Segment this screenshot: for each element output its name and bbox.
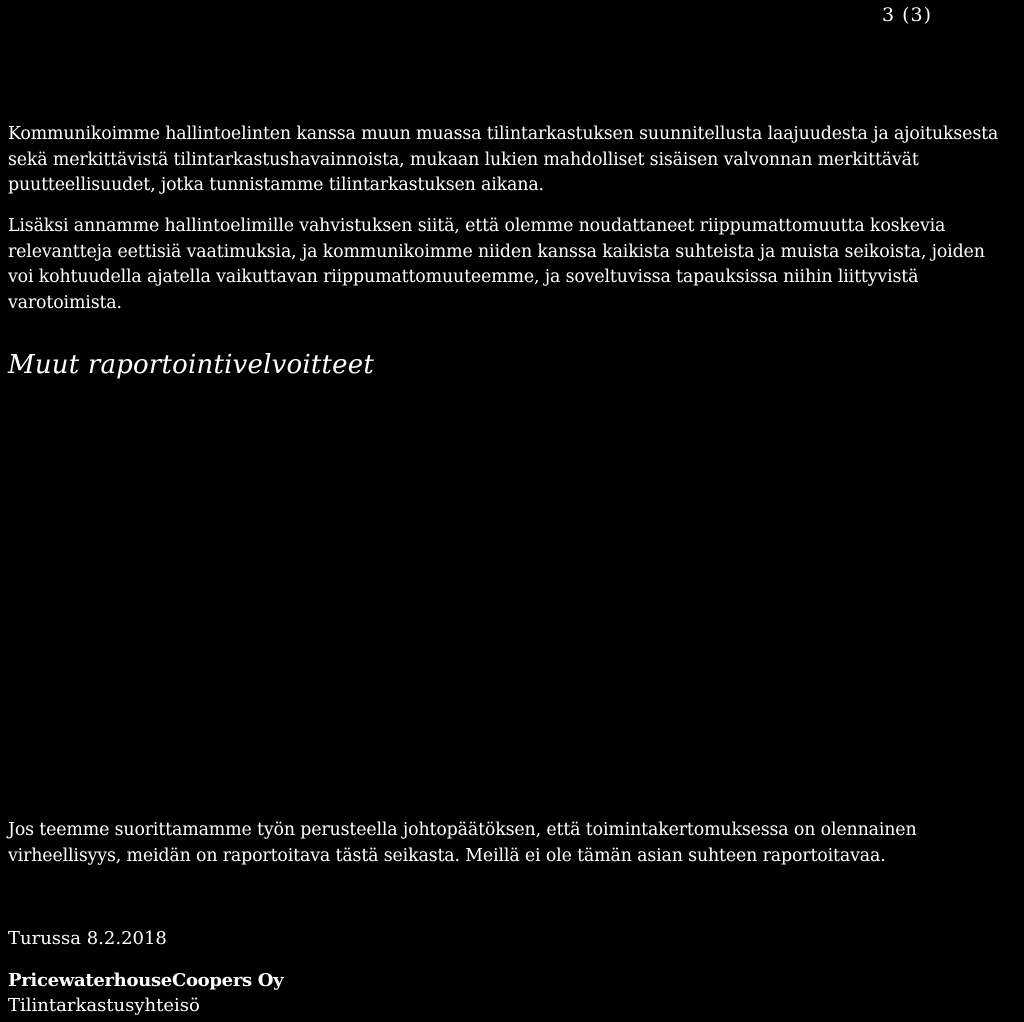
paragraph-communication: Kommunikoimme hallintoelinten kanssa muun muassa tilintarkastuksen suunnitellusta laajuudesta ja ajoituksesta sekä merkittävistä tilintarkastushavainnoista, mukaan lukien mahdolliset sisäisen valvonnan merkittävät puutteellisuudet, jotka tunnistamme tilintarkastuksen aikana. xyxy=(8,124,999,195)
section-heading: Muut raportointivelvoitteet xyxy=(8,350,374,380)
firm-type: Tilintarkastusyhteisö xyxy=(8,995,200,1016)
paragraph-independence: Lisäksi annamme hallintoelimille vahvistuksen siitä, että olemme noudattaneet riippumattomuutta koskevia relevantteja eettisiä vaatimuksia, ja kommunikoimme niiden kanssa kaikista suhteista ja muista seikoista, joiden voi kohtuudella ajatella vaikuttavan riippumattomuuteemme, ja soveltuvissa tapauksissa niihin liittyvistä varotoimista. xyxy=(8,216,985,313)
firm-name: PricewaterhouseCoopers Oy xyxy=(8,970,284,991)
page-number: 3 (3) xyxy=(882,4,933,26)
place-and-date: Turussa 8.2.2018 xyxy=(8,928,167,949)
paragraph-reporting: Jos teemme suorittamamme työn perusteella johtopäätöksen, että toimintakertomuksessa on olennainen virheellisyys, meidän on raportoitava tästä seikasta. Meillä ei ole tämän asian suhteen raportoitavaa. xyxy=(8,820,917,866)
